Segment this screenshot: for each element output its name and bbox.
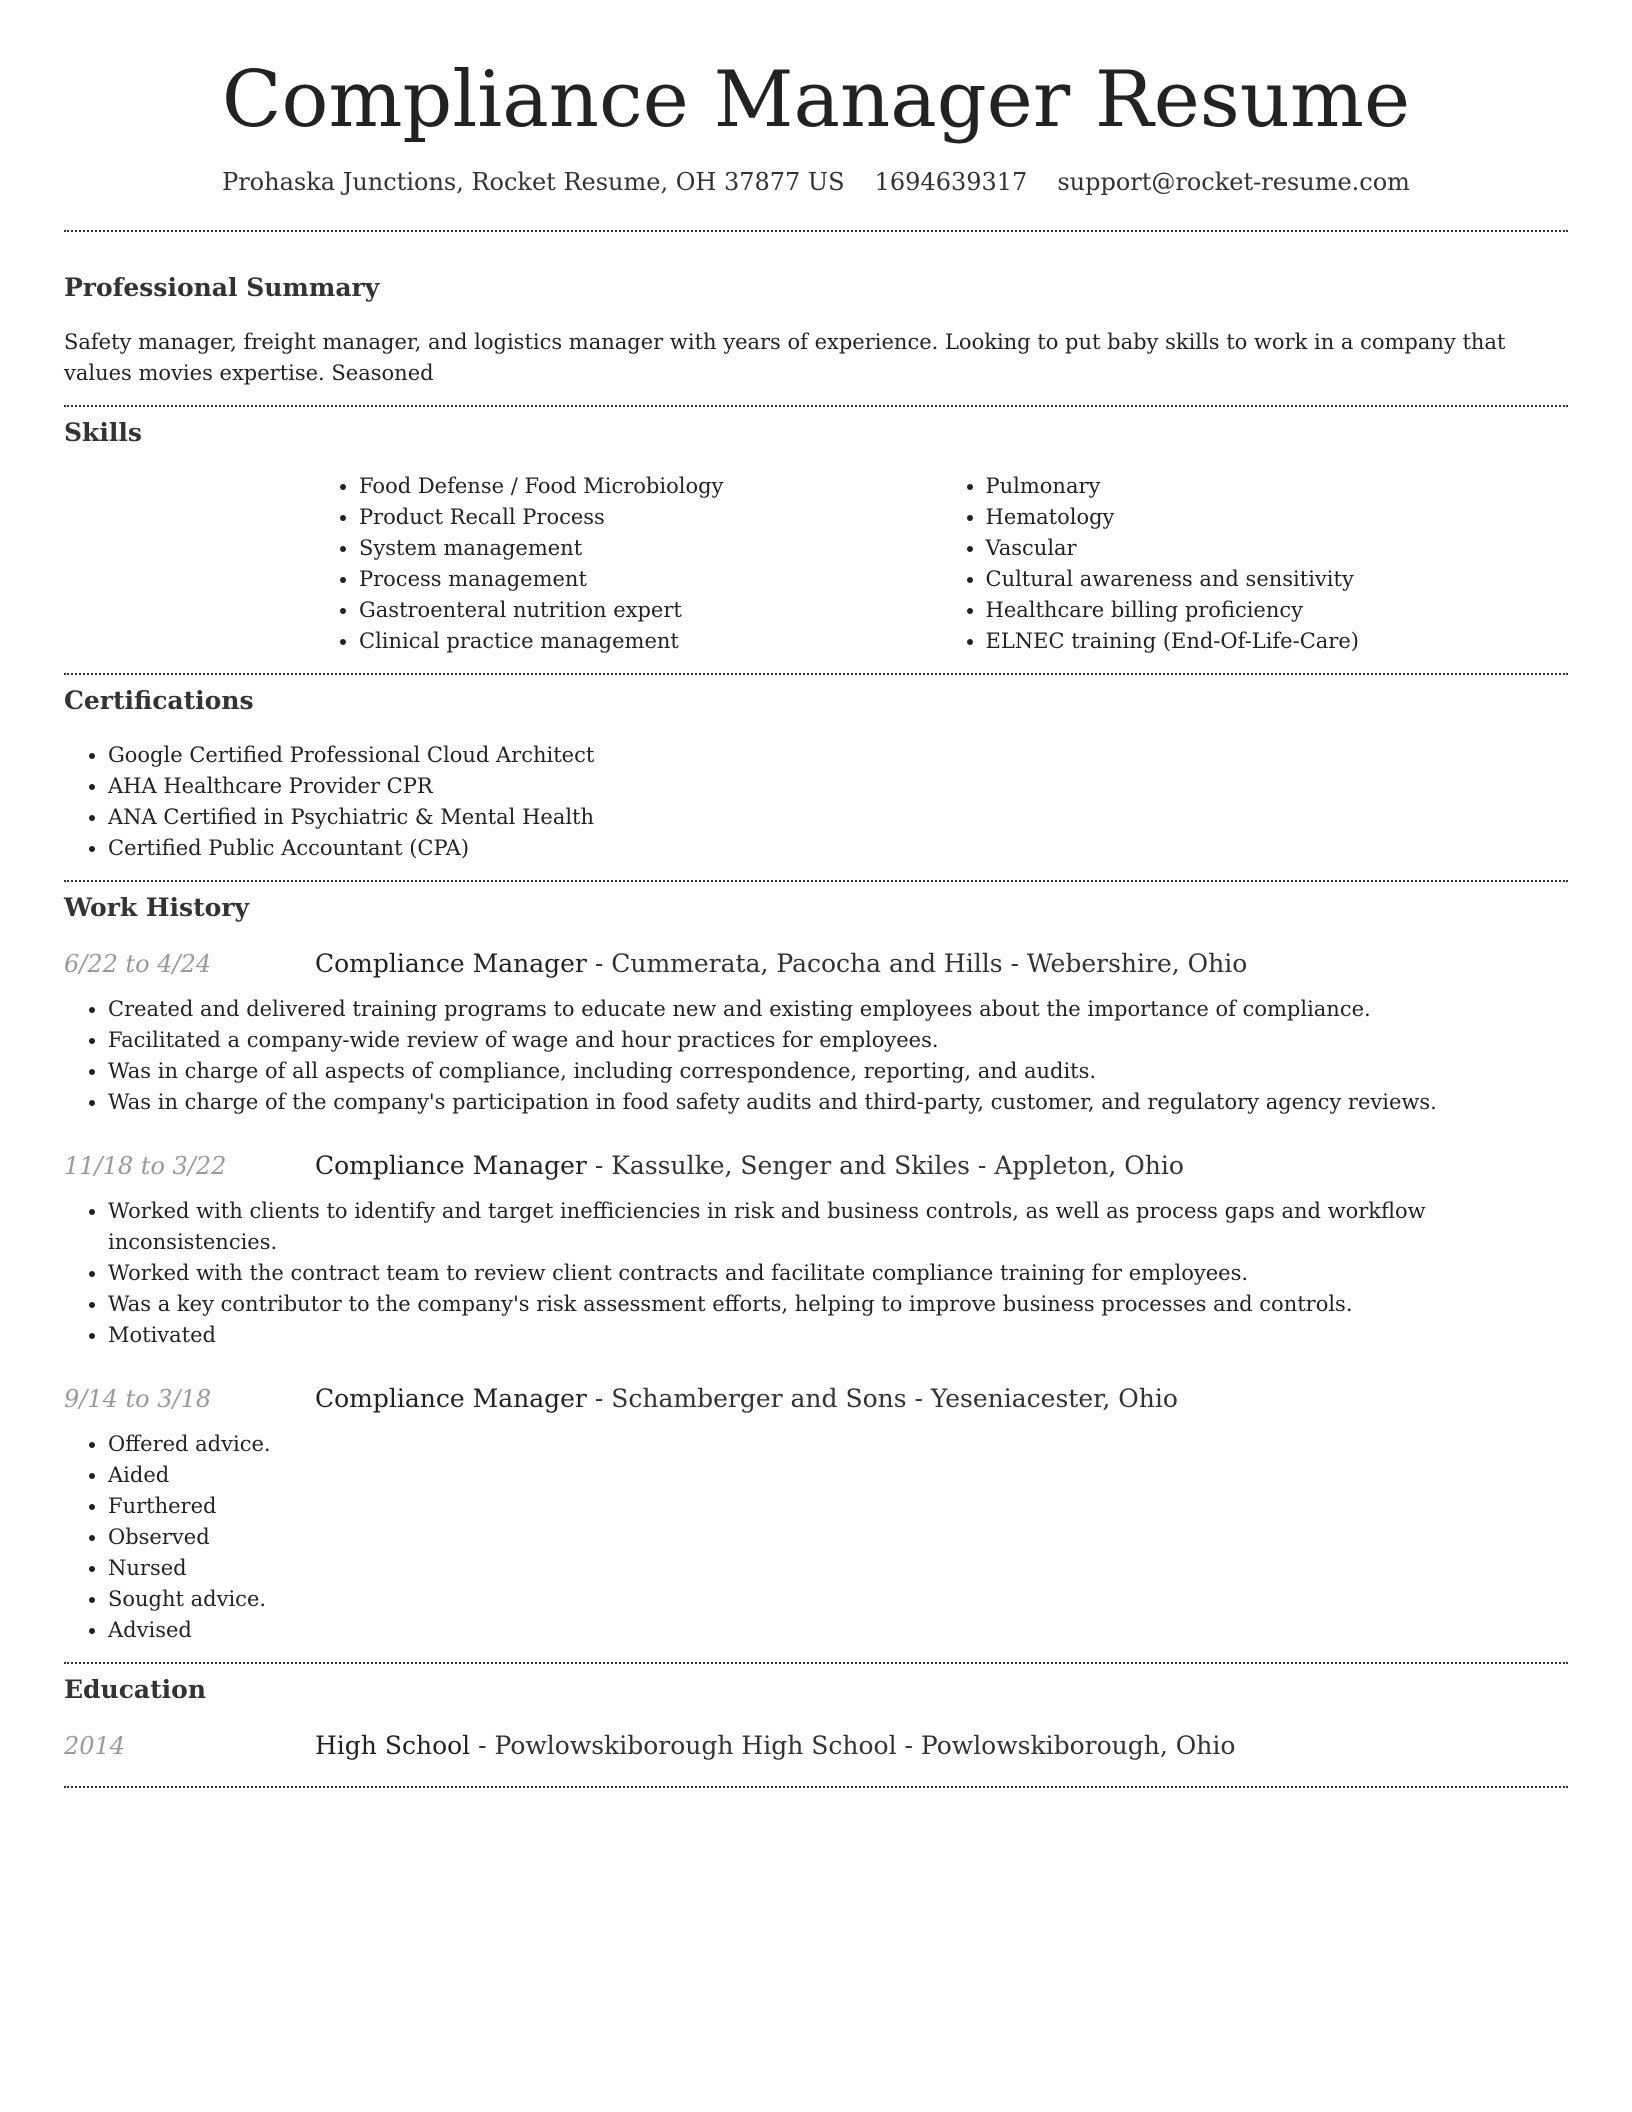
job-header (64, 1150, 1568, 1182)
skill-item: • Process management (359, 564, 942, 595)
job-bullet: • Motivated (108, 1320, 1568, 1351)
job-role: Compliance Manager (315, 1151, 587, 1180)
job-bullet: • Sought advice. (108, 1584, 1568, 1615)
contact-phone: 1694639317 (874, 168, 1028, 196)
job-bullet: • Worked with clients to identify and target inefficiencies in risk and business controls, as well as process gaps and workflow inconsistencies. (108, 1196, 1568, 1258)
certification-item: • AHA Healthcare Provider CPR (108, 771, 1568, 802)
job-bullet: • Created and delivered training programs to educate new and existing employees about the importance of compliance. (108, 994, 1568, 1025)
education-details: - Powlowskiborough High School - Powlowskiborough, Ohio (470, 1731, 1236, 1760)
job-title (315, 948, 1247, 980)
section-heading-certifications: Certifications (64, 686, 254, 715)
job-title (315, 1383, 1178, 1415)
section-heading-skills: Skills (64, 418, 142, 447)
skill-item: • Food Defense / Food Microbiology (359, 471, 942, 502)
education-entry (64, 1730, 1568, 1762)
job-details: - Kassulke, Senger and Skiles - Appleton, Ohio (586, 1151, 1184, 1180)
job-header (64, 948, 1568, 980)
summary-section (64, 232, 1568, 389)
section-heading-summary: Professional Summary (64, 273, 380, 302)
job-bullet: • Furthered (108, 1491, 1568, 1522)
certifications-section (64, 675, 1568, 864)
education-degree: High School (315, 1731, 471, 1760)
job-entry (64, 948, 1568, 1118)
skill-item: • Gastroenteral nutrition expert (359, 595, 942, 626)
skill-item: • System management (359, 533, 942, 564)
divider (64, 1786, 1568, 1788)
skills-section (64, 407, 1568, 657)
education-year: 2014 (64, 1732, 126, 1760)
job-bullets (64, 994, 1568, 1118)
job-dates: 9/14 to 3/18 (64, 1385, 212, 1413)
job-bullet: • Was in charge of all aspects of compliance, including correspondence, reporting, and audits. (108, 1056, 1568, 1087)
skill-item: • Cultural awareness and sensitivity (986, 564, 1569, 595)
skill-item: • Clinical practice management (359, 626, 942, 657)
certification-item: • Google Certified Professional Cloud Architect (108, 740, 1568, 771)
job-dates: 6/22 to 4/24 (64, 950, 212, 978)
skills-columns (315, 471, 1568, 657)
skills-list-left (315, 471, 942, 657)
job-role: Compliance Manager (315, 1384, 587, 1413)
job-bullets (64, 1429, 1568, 1646)
skills-list-right (942, 471, 1569, 657)
job-bullet: • Was in charge of the company's participation in food safety audits and third-party, customer, and regulatory agency reviews. (108, 1087, 1568, 1118)
job-bullet: • Advised (108, 1615, 1568, 1646)
skill-item: • Product Recall Process (359, 502, 942, 533)
certification-item: • Certified Public Accountant (CPA) (108, 833, 1568, 864)
certifications-list (64, 740, 1568, 864)
contact-email: support@rocket-resume.com (1057, 168, 1410, 196)
job-bullet: • Aided (108, 1460, 1568, 1491)
skill-item: • ELNEC training (End-Of-Life-Care) (986, 626, 1569, 657)
section-heading-education: Education (64, 1675, 207, 1704)
job-entry (64, 1383, 1568, 1646)
education-section (64, 1664, 1568, 1762)
job-details: - Cummerata, Pacocha and Hills - Webershire, Ohio (586, 949, 1248, 978)
job-bullet: • Worked with the contract team to review client contracts and facilitate compliance training for employees. (108, 1258, 1568, 1289)
certification-item: • ANA Certified in Psychiatric & Mental Health (108, 802, 1568, 833)
job-bullets (64, 1196, 1568, 1351)
job-header (64, 1383, 1568, 1415)
job-role: Compliance Manager (315, 949, 587, 978)
job-entry (64, 1150, 1568, 1351)
contact-address: Prohaska Junctions, Rocket Resume, OH 37877 US (222, 168, 845, 196)
job-bullet: • Nursed (108, 1553, 1568, 1584)
summary-text: Safety manager, freight manager, and logistics manager with years of experience. Looking to put baby skills to work in a company that values movies expertise. Seasoned (64, 330, 1506, 385)
job-title (315, 1150, 1184, 1182)
job-bullet: • Was a key contributor to the company's risk assessment efforts, helping to improve business processes and controls. (108, 1289, 1568, 1320)
skill-item: • Vascular (986, 533, 1569, 564)
contact-line (64, 166, 1568, 198)
skill-item: • Hematology (986, 502, 1569, 533)
education-title (315, 1730, 1235, 1762)
job-dates: 11/18 to 3/22 (64, 1152, 227, 1180)
job-bullet: • Observed (108, 1522, 1568, 1553)
section-heading-work-history: Work History (64, 893, 250, 922)
page-title: Compliance Manager Resume (221, 55, 1411, 145)
skill-item: • Pulmonary (986, 471, 1569, 502)
skill-item: • Healthcare billing proficiency (986, 595, 1569, 626)
job-details: - Schamberger and Sons - Yeseniacester, Ohio (586, 1384, 1178, 1413)
job-bullet: • Facilitated a company-wide review of wage and hour practices for employees. (108, 1025, 1568, 1056)
work-history-section (64, 882, 1568, 1646)
job-bullet: • Offered advice. (108, 1429, 1568, 1460)
